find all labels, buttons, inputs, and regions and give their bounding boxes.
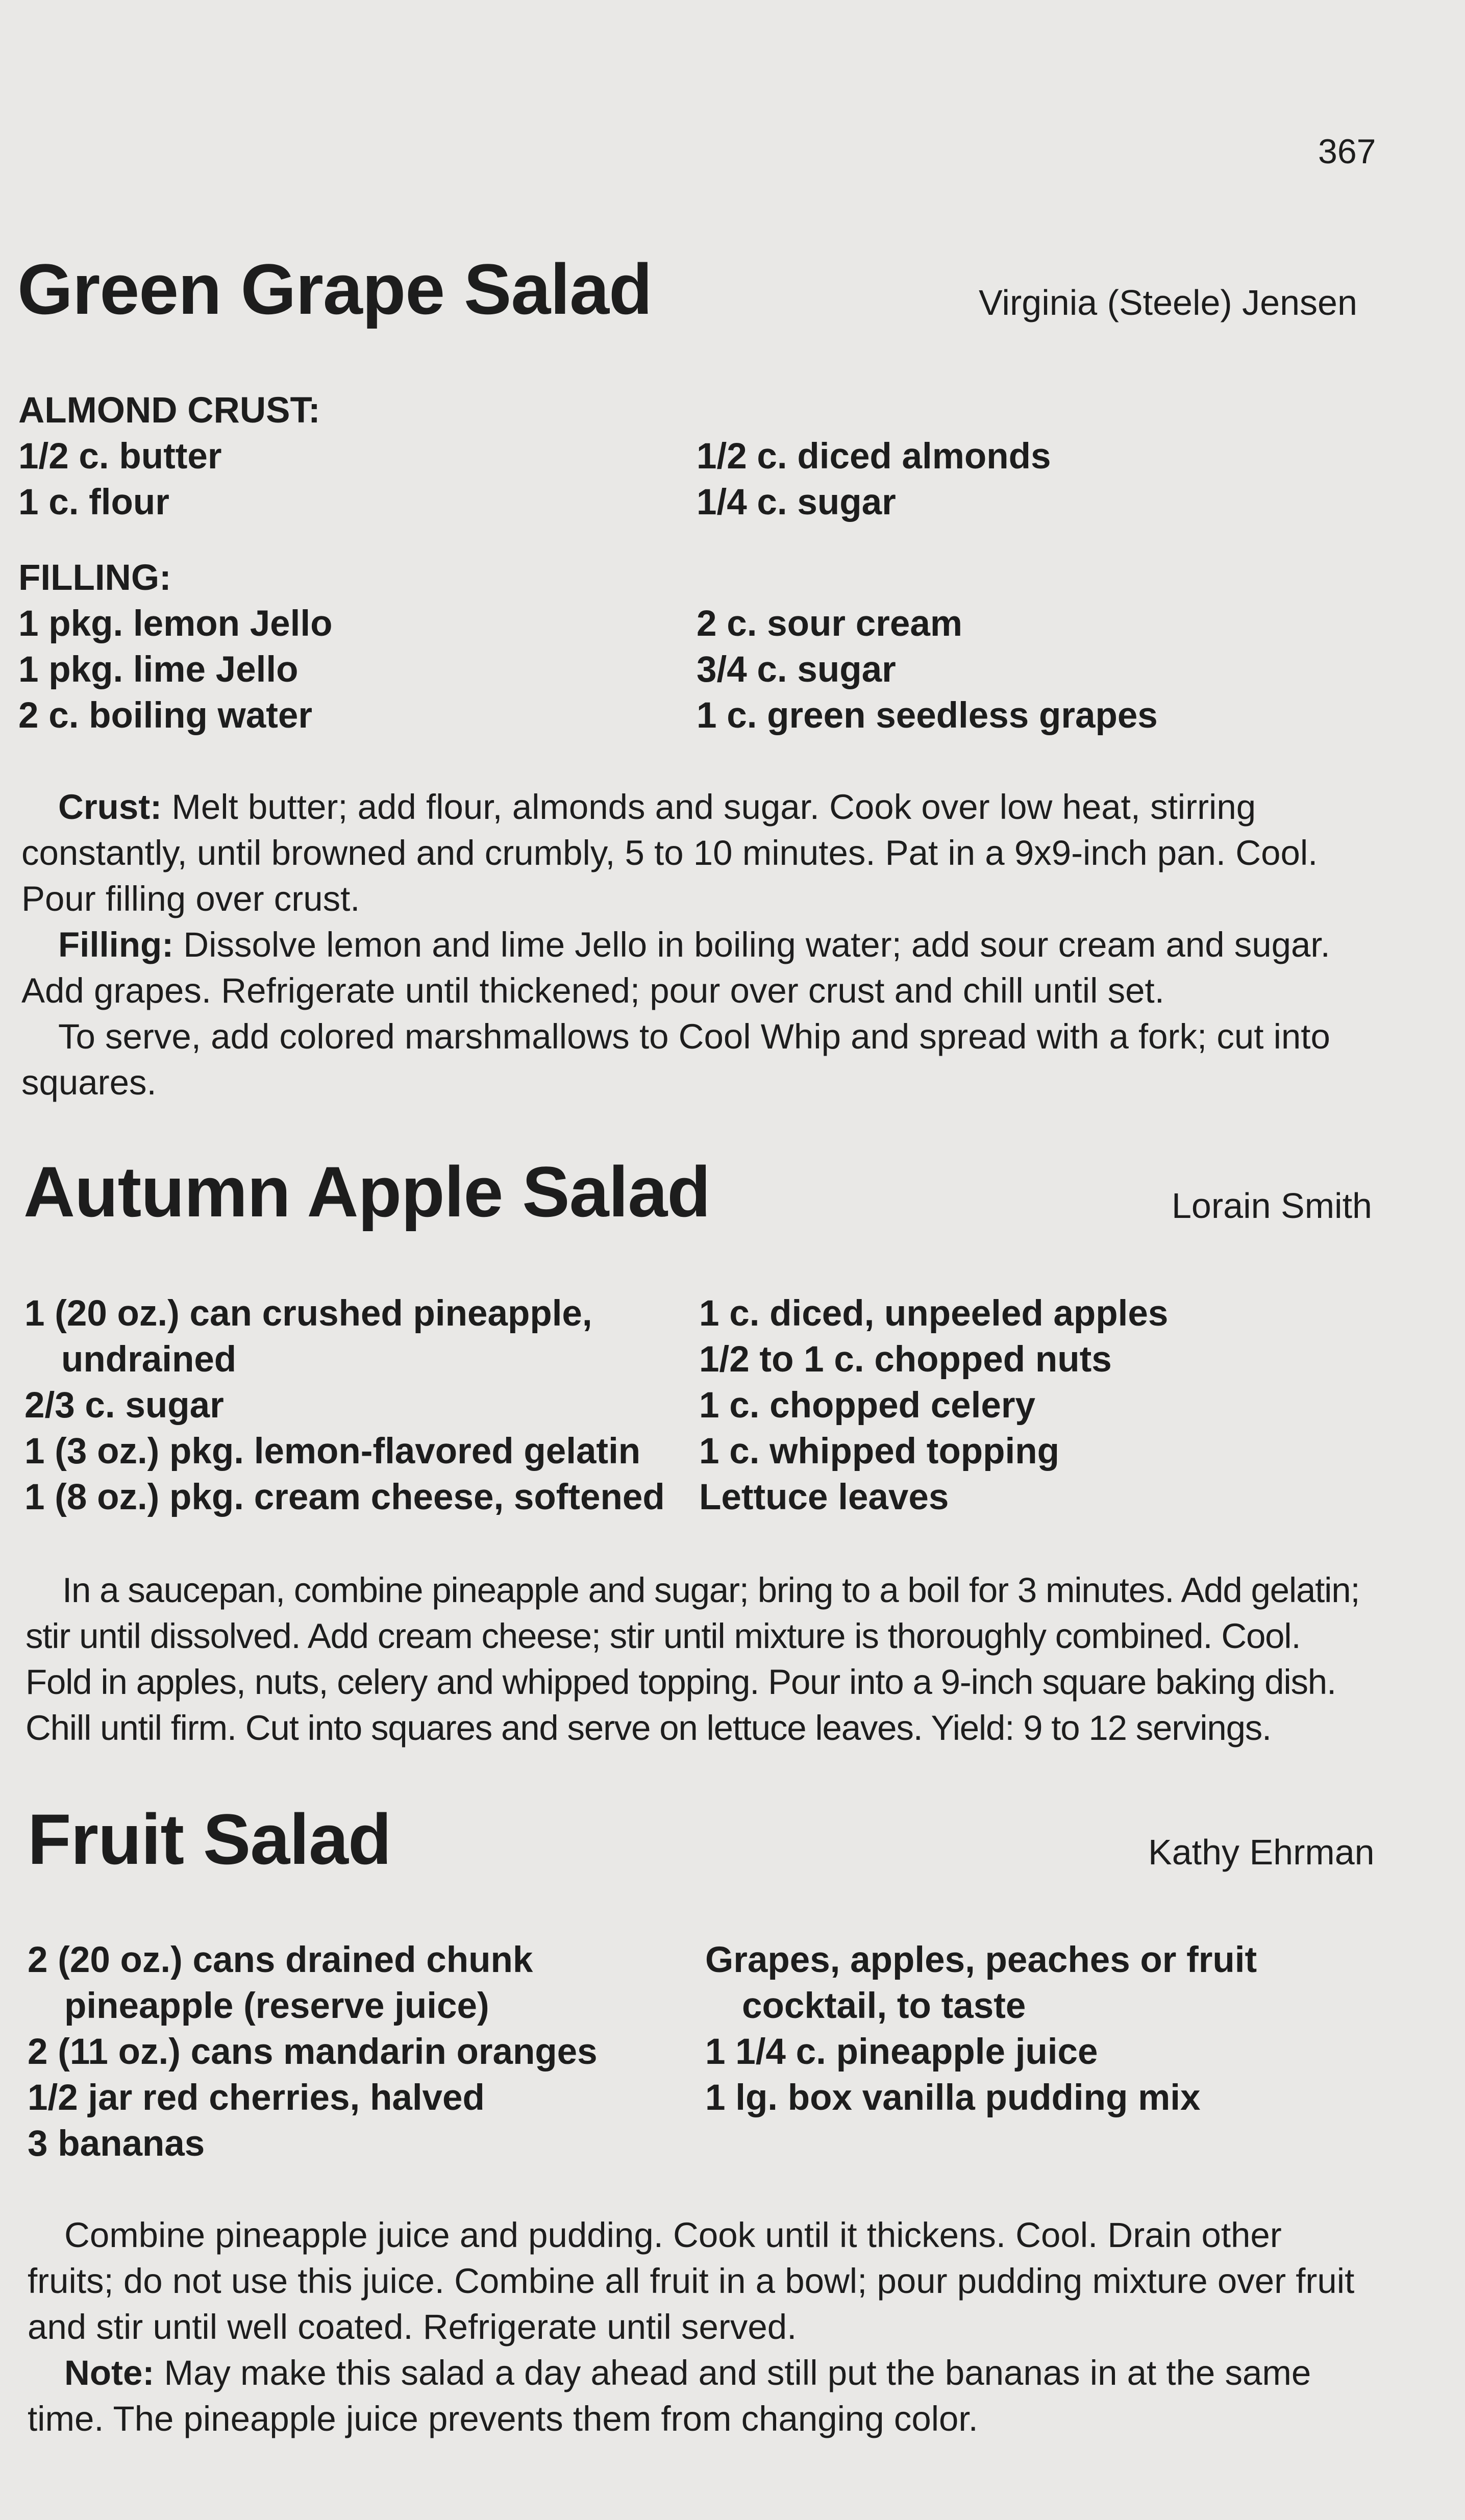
apple-ingredients-left (24, 1291, 665, 1520)
direction-line: Pour filling over crust. (21, 879, 360, 918)
direction-line: Chill until firm. Cut into squares and serve on lettuce leaves. Yield: 9 to 12 servings. (26, 1708, 1272, 1748)
ingredient-item: 1 c. green seedless grapes (697, 695, 1158, 736)
direction-line: fruits; do not use this juice. Combine all fruit in a bowl; pour pudding mixture over fruit (28, 2261, 1355, 2301)
direction-line: In a saucepan, combine pineapple and sugar; bring to a boil for 3 minutes. Add gelatin; (62, 1570, 1360, 1610)
recipe-author: Kathy Ehrman (1148, 1832, 1375, 1872)
ingredient-item: 1 c. chopped celery (699, 1385, 1036, 1426)
ingredient-item: 1 (3 oz.) pkg. lemon-flavored gelatin (24, 1431, 641, 1471)
green-grape-directions: Crust: Melt butter; add flour, almonds and sugar. Cook over low heat, stirring constantly, until browned and crumbly, 5 to 10 minutes. Pat in a 9x9-inch pan. Cool. Pour filling over crust. Filling: Dissolve lemon and lime Jello in boiling water; add sour cream and sugar. Add grapes. Refrigerate until thickened; pour over crust and chill until set. To serve, add colored marshmallows to Cool Whip and spread with a fork; cut into squares. (21, 784, 1387, 1106)
ingredient-item: 2/3 c. sugar (24, 1385, 224, 1426)
page-number: 367 (1318, 132, 1376, 171)
direction-line: time. The pineapple juice prevents them from changing color. (28, 2399, 978, 2438)
fruit-directions: Combine pineapple juice and pudding. Cook until it thickens. Cool. Drain other fruits; do not use this juice. Combine all fruit in a bowl; pour pudding mixture over fruit and stir until well coated. Refrigerate until served. Note: May make this salad a day ahead and still put the bananas in at the same time. The pineapple juice prevents them from changing color. (28, 2212, 1391, 2442)
ingredient-item: 1/2 to 1 c. chopped nuts (699, 1339, 1112, 1380)
ingredient-item: 1/2 c. diced almonds (697, 436, 1051, 477)
crust-ingredients-left (18, 434, 222, 526)
filling-ingredients-left (18, 601, 333, 739)
ingredient-item: 1 lg. box vanilla pudding mix (705, 2078, 1201, 2118)
filling-ingredients-right (697, 601, 1158, 739)
ingredient-item: 1 (20 oz.) can crushed pineapple, (24, 1293, 592, 1334)
ingredient-item: 2 (20 oz.) cans drained chunk (28, 1940, 533, 1980)
ingredient-item: 1/2 c. butter (18, 436, 222, 477)
direction-line: stir until dissolved. Add cream cheese; stir until mixture is thoroughly combined. Cool. (26, 1616, 1301, 1656)
ingredient-item: 1 c. flour (18, 482, 169, 522)
filling-label: FILLING: (18, 558, 171, 598)
direction-line: and stir until well coated. Refrigerate until served. (28, 2307, 797, 2347)
recipe-title-green-grape-salad: Green Grape Salad (17, 249, 652, 329)
fruit-ingredients-right (705, 1937, 1257, 2121)
direction-line: Fold in apples, nuts, celery and whipped topping. Pour into a 9-inch square baking dish. (26, 1662, 1336, 1702)
almond-crust-label: ALMOND CRUST: (18, 390, 320, 431)
ingredient-item: undrained (61, 1339, 237, 1380)
ingredient-item: Lettuce leaves (699, 1477, 949, 1517)
ingredient-item: 2 c. sour cream (697, 604, 962, 644)
recipe-author: Lorain Smith (1172, 1186, 1372, 1226)
ingredient-item: 3 bananas (28, 2124, 205, 2164)
crust-step-label: Crust: (58, 787, 162, 827)
apple-directions (26, 1567, 1388, 1751)
ingredient-item: 3/4 c. sugar (697, 650, 896, 690)
ingredient-item: 1 c. diced, unpeeled apples (699, 1293, 1169, 1334)
ingredient-item: cocktail, to taste (742, 1986, 1026, 2026)
recipe-title-autumn-apple-salad: Autumn Apple Salad (23, 1152, 710, 1232)
ingredient-item: 1 pkg. lime Jello (18, 650, 299, 690)
ingredient-item: 1 pkg. lemon Jello (18, 604, 333, 644)
ingredient-item: 1 (8 oz.) pkg. cream cheese, softened (24, 1477, 665, 1517)
recipe-author: Virginia (Steele) Jensen (979, 283, 1357, 322)
direction-line: constantly, until browned and crumbly, 5 to 10 minutes. Pat in a 9x9-inch pan. Cool. (21, 833, 1318, 872)
ingredient-item: 2 (11 oz.) cans mandarin oranges (28, 2032, 598, 2072)
fruit-ingredients-left (28, 1937, 598, 2167)
ingredient-item: 1 1/4 c. pineapple juice (705, 2032, 1098, 2072)
note-label: Note: (64, 2353, 155, 2392)
ingredient-item: 2 c. boiling water (18, 695, 313, 736)
apple-ingredients-right (699, 1291, 1168, 1520)
direction-line: squares. (21, 1063, 157, 1102)
direction-line: Add grapes. Refrigerate until thickened; pour over crust and chill until set. (21, 971, 1164, 1010)
direction-line: To serve, add colored marshmallows to Cool Whip and spread with a fork; cut into (58, 1017, 1330, 1056)
filling-step-label: Filling: (58, 925, 174, 964)
recipe-title-fruit-salad: Fruit Salad (28, 1799, 391, 1879)
direction-line: Combine pineapple juice and pudding. Cook until it thickens. Cool. Drain other (64, 2215, 1282, 2255)
ingredient-item: 1/2 jar red cherries, halved (28, 2078, 485, 2118)
ingredient-item: Grapes, apples, peaches or fruit (705, 1940, 1257, 1980)
ingredient-item: 1/4 c. sugar (697, 482, 896, 522)
ingredient-item: pineapple (reserve juice) (64, 1986, 489, 2026)
crust-ingredients-right (697, 434, 1051, 526)
ingredient-item: 1 c. whipped topping (699, 1431, 1060, 1471)
